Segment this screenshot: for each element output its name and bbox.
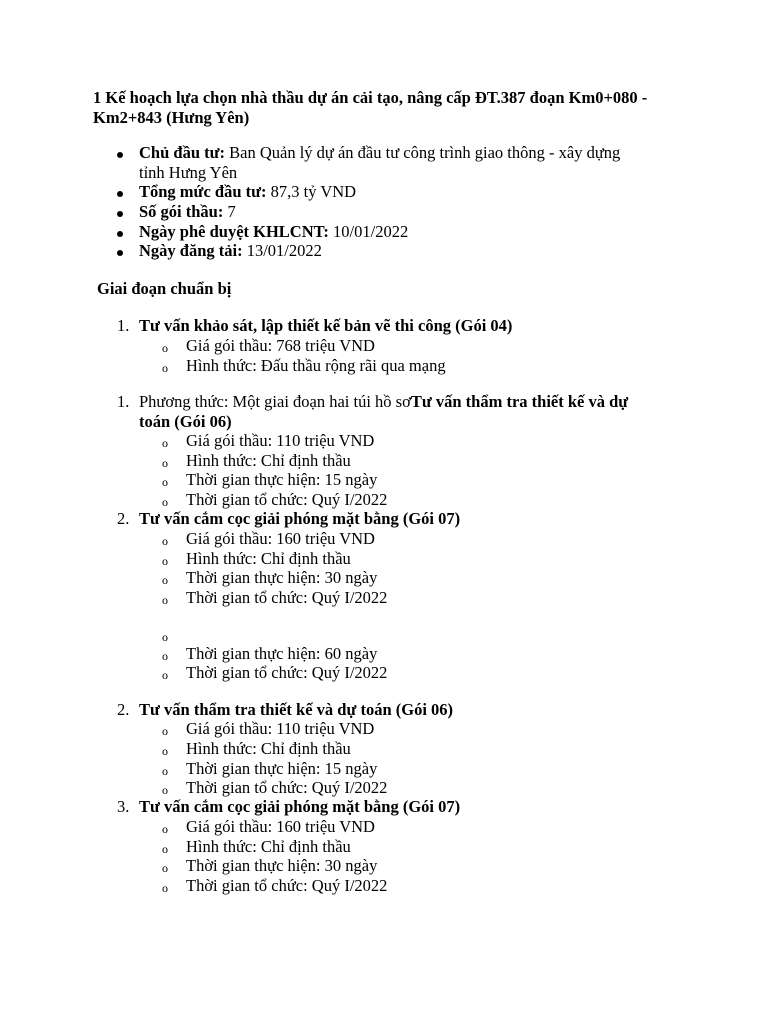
sub-bullet: o (162, 744, 168, 758)
sub-bullet: o (162, 456, 168, 470)
sub-bullet: o (162, 881, 168, 895)
sub-bullet: o (162, 436, 168, 450)
sub-bullet: o (162, 630, 168, 644)
sub-bullet: o (162, 495, 168, 509)
package-title: Tư vấn thẩm tra thiết kế và dự toán (Gói 06) (139, 700, 454, 719)
package-detail: Giá gói thầu: 110 triệu VND (186, 719, 375, 738)
package-detail: Thời gian tổ chức: Quý I/2022 (186, 663, 388, 682)
package-detail: Hình thức: Đấu thầu rộng rãi qua mạng (186, 356, 446, 375)
package-detail: Thời gian tổ chức: Quý I/2022 (186, 876, 388, 895)
sub-bullet: o (162, 361, 168, 375)
package-detail: Thời gian tổ chức: Quý I/2022 (186, 778, 388, 797)
list-number: 1. (117, 392, 130, 411)
package-title: Tư vấn cắm cọc giải phóng mặt bằng (Gói 07) (139, 509, 461, 528)
sub-bullet: o (162, 554, 168, 568)
package-detail: Giá gói thầu: 160 triệu VND (186, 529, 375, 548)
sub-bullet: o (162, 573, 168, 587)
bullet-dot (117, 191, 123, 197)
sub-bullet: o (162, 534, 168, 548)
package-title: Tư vấn cắm cọc giải phóng mặt bằng (Gói 07) (139, 797, 461, 816)
bullet-dot (117, 152, 123, 158)
bullet-dot (117, 231, 123, 237)
list-number: 2. (117, 509, 130, 528)
summary-item-investor-cont: tỉnh Hưng Yên (139, 163, 238, 182)
package-detail: Giá gói thầu: 160 triệu VND (186, 817, 375, 836)
summary-item-investor: Chủ đầu tư: Ban Quản lý dự án đầu tư công trình giao thông - xây dựng (139, 143, 621, 162)
summary-item-packages: Số gói thầu: 7 (139, 202, 236, 221)
document-title: 1 Kế hoạch lựa chọn nhà thầu dự án cải tạo, nâng cấp ĐT.387 đoạn Km0+080 - Km2+843 (Hưng Yên) (93, 88, 648, 127)
summary-item-post-date: Ngày đăng tải: 13/01/2022 (139, 241, 322, 260)
summary-item-approval-date: Ngày phê duyệt KHLCNT: 10/01/2022 (139, 222, 409, 241)
package-detail: Hình thức: Chỉ định thầu (186, 549, 351, 568)
package-detail: Thời gian thực hiện: 15 ngày (186, 470, 378, 489)
sub-bullet: o (162, 668, 168, 682)
package-detail: Hình thức: Chỉ định thầu (186, 739, 351, 758)
list-number: 2. (117, 700, 130, 719)
sub-bullet: o (162, 861, 168, 875)
package-title: Phương thức: Một giai đoạn hai túi hồ sơTư vấn thẩm tra thiết kế và dự (139, 392, 629, 411)
package-title-cont: toán (Gói 06) (139, 412, 232, 431)
package-detail: Thời gian thực hiện: 30 ngày (186, 856, 378, 875)
package-detail: Giá gói thầu: 768 triệu VND (186, 336, 375, 355)
sub-bullet: o (162, 724, 168, 738)
package-detail: Thời gian thực hiện: 60 ngày (186, 644, 378, 663)
package-detail: Thời gian thực hiện: 30 ngày (186, 568, 378, 587)
list-number: 1. (117, 316, 130, 335)
package-detail: Thời gian tổ chức: Quý I/2022 (186, 490, 388, 509)
sub-bullet: o (162, 764, 168, 778)
sub-bullet: o (162, 649, 168, 663)
list-number: 3. (117, 797, 130, 816)
summary-item-total: Tổng mức đầu tư: 87,3 tỷ VND (139, 182, 357, 201)
sub-bullet: o (162, 341, 168, 355)
package-detail: Giá gói thầu: 110 triệu VND (186, 431, 375, 450)
sub-bullet: o (162, 475, 168, 489)
sub-bullet: o (162, 842, 168, 856)
sub-bullet: o (162, 822, 168, 836)
bullet-dot (117, 211, 123, 217)
package-detail: Hình thức: Chỉ định thầu (186, 837, 351, 856)
package-detail: Hình thức: Chỉ định thầu (186, 451, 351, 470)
section-heading: Giai đoạn chuẩn bị (97, 279, 232, 298)
bullet-dot (117, 250, 123, 256)
sub-bullet: o (162, 783, 168, 797)
sub-bullet: o (162, 593, 168, 607)
package-detail: Thời gian tổ chức: Quý I/2022 (186, 588, 388, 607)
package-title: Tư vấn khảo sát, lập thiết kế bản vẽ thi công (Gói 04) (139, 316, 513, 335)
package-detail: Thời gian thực hiện: 15 ngày (186, 759, 378, 778)
